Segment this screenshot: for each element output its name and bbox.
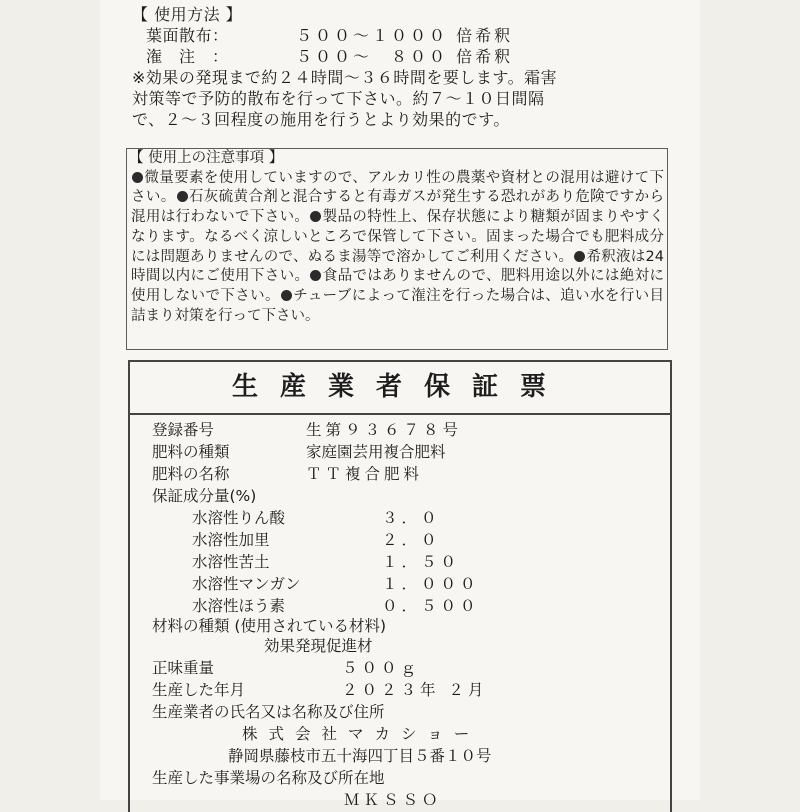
usage-rate-label: 潅 注 ： [146,47,229,66]
bullet-icon [574,251,585,262]
fertilizer-type-value: 家庭園芸用複合肥料 [306,443,446,461]
producer-name: 株式会社マカショー [242,725,481,743]
caution-item: 微量要素を使用していますので、アルカリ性の農薬や資材との混用は避けて下さい。 [131,169,664,206]
caution-item: 希釈液は24時間以内にご使用下さい。 [131,248,664,285]
usage-note-line: で、２～３回程度の施用を行うとより効果的です。 [132,110,510,129]
producer-label: 生産業者の氏名又は名称及び住所 [152,703,385,721]
component-value: ２．０ [382,531,441,549]
bullet-icon [281,290,292,301]
guarantee-title: 生産業者保証票 [130,362,670,415]
usage-rate-label: 葉面散布： [146,26,229,45]
component-value: ３．０ [382,509,441,527]
component-name: 水溶性りん酸 [192,509,286,527]
net-weight-value: ５００ｇ [342,659,421,677]
factory-value: ＭＫＳＳＯ [344,791,442,809]
caution-heading: 【 使用上の注意事項 】 [129,150,284,166]
usage-rate-drench [132,46,692,67]
bullet-icon [177,191,188,202]
factory-label: 生産した事業場の名称及び所在地 [152,769,385,787]
producer-address: 静岡県藤枝市五十海四丁目５番１０号 [228,747,492,765]
caution-box [126,148,668,350]
usage-note-line: ※効果の発現まで約２４時間～３６時間を要します。霜害 [132,68,558,87]
guarantee-slip [128,360,672,812]
materials-label: 材料の種類 (使用されている材料) [152,617,387,635]
registration-label: 登録番号 [152,421,215,439]
caution-item: 食品ではありませんので、肥料用途以外には絶対に使用しないで下さい。 [131,268,664,304]
production-date-value: ２０２３年 ２月 [342,681,488,699]
component-name: 水溶性加里 [192,531,270,549]
component-name: 水溶性苦土 [192,553,270,571]
usage-heading: 【 使用方法 】 [132,5,243,24]
fertilizer-type-label: 肥料の種類 [152,443,230,461]
bullet-icon [310,211,321,222]
fertilizer-name-value: ＴＴ複合肥料 [306,465,424,483]
usage-note-line: 対策等で予防的散布を行って下さい。約７～１０日間隔 [132,89,545,108]
bullet-icon [310,270,321,281]
usage-section [132,4,692,130]
component-value: １．０００ [382,575,480,593]
component-name: 水溶性ほう素 [192,597,286,615]
component-name: 水溶性マンガン [192,575,301,593]
components-label: 保証成分量(%) [152,487,257,505]
bullet-icon [132,172,143,183]
usage-rate-foliar [132,25,692,46]
usage-rate-value: ５００～１０００ 倍希釈 [296,26,514,45]
caution-item: チューブによって潅注を行った場合は、追い水を行い目詰まり対策を行って下さい。 [131,287,664,324]
materials-value: 効果発現促進材 [264,637,373,655]
usage-rate-value: ５００～ ８００ 倍希釈 [296,47,514,66]
net-weight-label: 正味重量 [152,659,215,677]
production-date-label: 生産した年月 [152,681,246,699]
caution-item: 製品の特性上、保存状態により糖類が固まりやすくなります。なるべく涼しいところで保管して下さい。固まった場合でも肥料成分には問題ありませんので、ぬるま湯等で溶かしてご利用ください。 [131,209,665,265]
component-value: １．５０ [382,553,461,571]
caution-body [127,169,667,327]
caution-item: 石灰硫黄合剤と混合すると有毒ガスが発生する恐れがあり危険ですから混用は行わないで下さい。 [131,189,665,226]
component-value: ０．５００ [382,597,480,615]
registration-value: 生第９３６７８号 [306,421,463,439]
fertilizer-name-label: 肥料の名称 [152,465,230,483]
